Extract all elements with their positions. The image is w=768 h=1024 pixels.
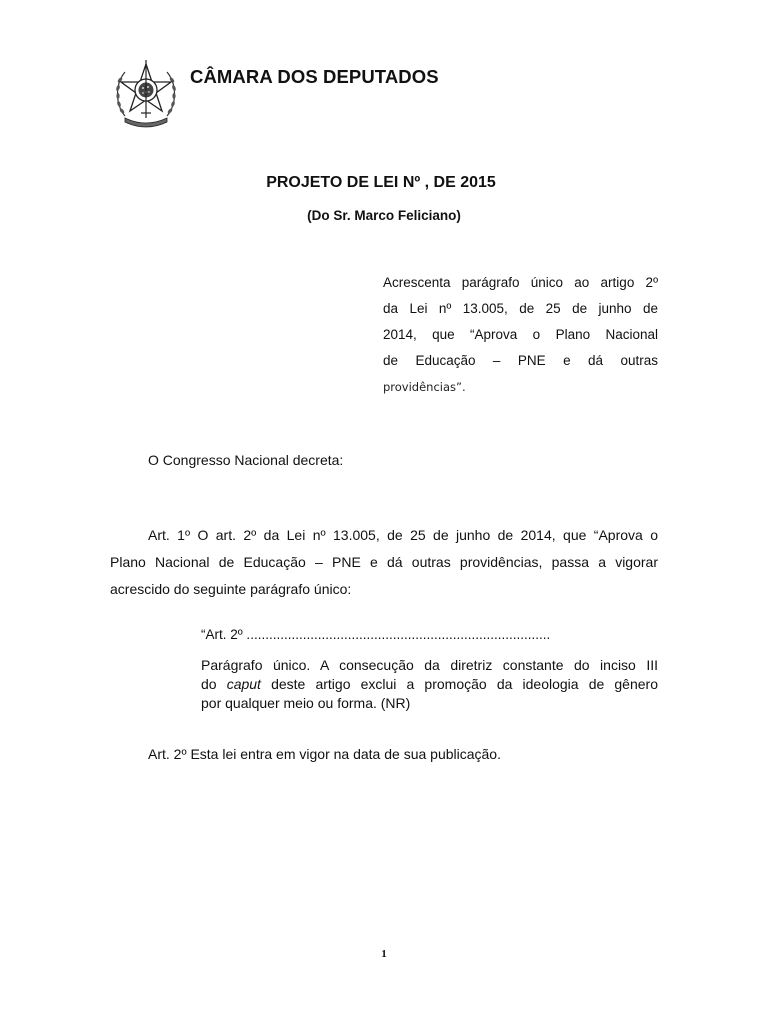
page-number: 1 bbox=[381, 948, 387, 960]
ementa-block bbox=[383, 270, 658, 400]
ementa-line: providências”. bbox=[383, 380, 466, 394]
article-2: Art. 2º Esta lei entra em vigor na data de sua publicação. bbox=[148, 746, 501, 762]
bill-author: (Do Sr. Marco Feliciano) bbox=[307, 208, 461, 223]
sole-paragraph-line: por qualquer meio ou forma. (NR) bbox=[201, 695, 411, 711]
ementa-line: Acrescenta parágrafo único ao artigo 2º bbox=[383, 275, 658, 290]
enacting-clause: O Congresso Nacional decreta: bbox=[148, 452, 344, 468]
sole-paragraph-text: deste artigo exclui a promoção da ideologia de gênero bbox=[260, 676, 658, 692]
sole-paragraph-text: do bbox=[201, 676, 227, 692]
institution-header: CÂMARA DOS DEPUTADOS bbox=[190, 66, 439, 87]
bill-title-text: PROJETO DE LEI Nº , DE 2015 bbox=[266, 174, 496, 191]
sole-paragraph bbox=[201, 656, 658, 713]
sole-paragraph-line bbox=[201, 675, 658, 694]
bill-title bbox=[0, 174, 768, 192]
quoted-article-2: “Art. 2º ................................................................................. bbox=[201, 627, 551, 642]
ementa-line: de Educação – PNE e dá outras bbox=[383, 353, 658, 368]
article-1-line: Plano Nacional de Educação – PNE e dá outras providências, passa a vigorar bbox=[110, 554, 658, 570]
article-1 bbox=[110, 522, 658, 603]
sole-paragraph-line: Parágrafo único. A consecução da diretriz constante do inciso III bbox=[201, 657, 658, 673]
coat-of-arms-seal-icon bbox=[113, 58, 179, 130]
article-1-line: acrescido do seguinte parágrafo único: bbox=[110, 581, 352, 597]
ementa-line: da Lei nº 13.005, de 25 de junho de bbox=[383, 301, 658, 316]
ementa-line: 2014, que “Aprova o Plano Nacional bbox=[383, 327, 658, 342]
caput-italic: caput bbox=[226, 676, 261, 692]
article-1-line: Art. 1º O art. 2º da Lei nº 13.005, de 25 de junho de 2014, que “Aprova o bbox=[148, 527, 658, 543]
